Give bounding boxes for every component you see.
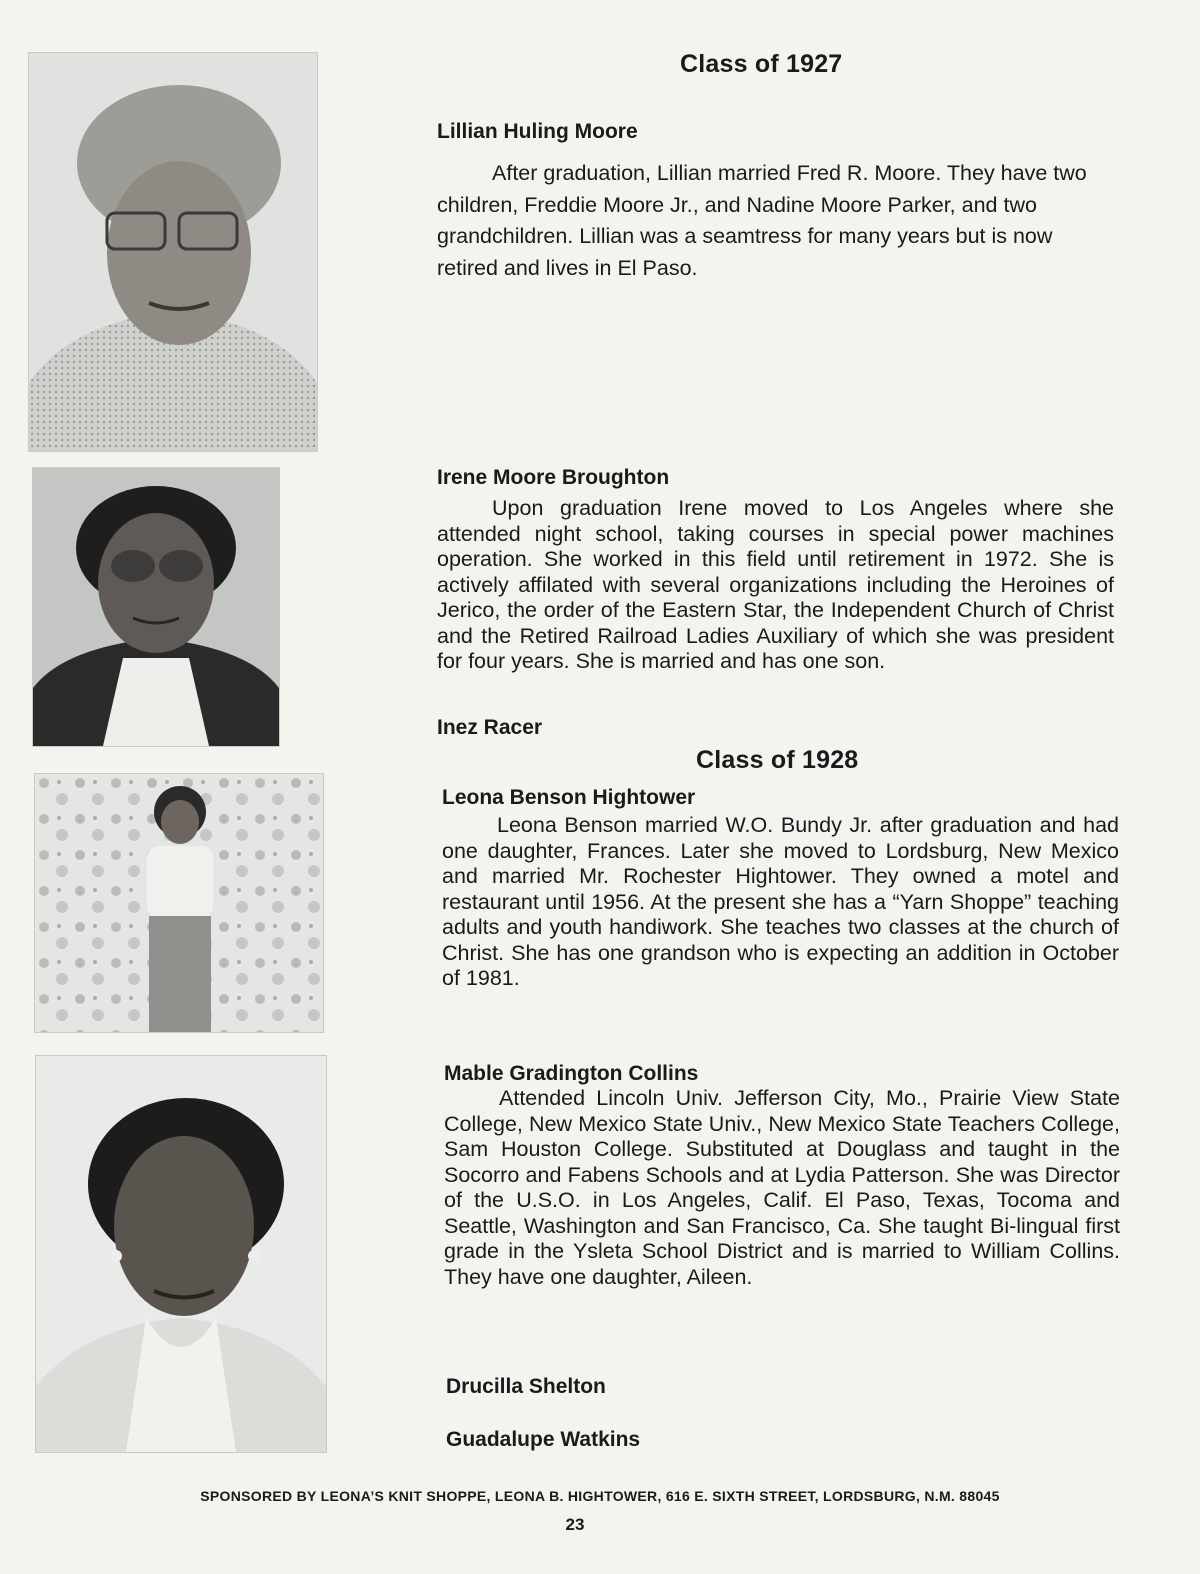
entry-name-inez-racer: Inez Racer <box>437 716 543 739</box>
entry-bio-mable-collins: Attended Lincoln Univ. Jefferson City, Mo., Prairie View State College, New Mexico State Univ., New Mexico State Teachers College, Sam Houston College. Substituted at Douglass and taught in the Socorro and Fabens Schools and at Lydia Patterson. She was Director of the U.S.O. in Los Angeles, Calif. El Paso, Texas, Tocoma and Seattle, Washington and San Francisco, Ca. She taught Bi-lingual first grade in the Ysleta School District and is married to William Collins. They have one daughter, Aileen. <box>444 1086 1120 1289</box>
entry-name-leona-hightower: Leona Benson Hightower <box>442 786 696 809</box>
portrait-photo-leona-hightower <box>34 773 324 1033</box>
entry-name-irene-broughton: Irene Moore Broughton <box>437 466 670 489</box>
entry-name-drucilla-shelton: Drucilla Shelton <box>446 1375 606 1398</box>
entry-name-guadalupe-watkins: Guadalupe Watkins <box>446 1428 641 1451</box>
portrait-photo-mable-collins <box>35 1055 327 1453</box>
sponsor-footer: SPONSORED BY LEONA’S KNIT SHOPPE, LEONA B. HIGHTOWER, 616 E. SIXTH STREET, LORDSBURG, N.M. 88045 <box>200 1488 1000 1504</box>
entry-bio-lillian-moore: After graduation, Lillian married Fred R. Moore. They have two children, Freddie Moore Jr., and Nadine Moore Parker, and two grandchildren. Lillian was a seamtress for many years but is now retired and lives in El Paso. <box>437 161 1087 280</box>
entry-bio-irene-broughton: Upon graduation Irene moved to Los Angeles where she attended night school, taking courses in special power machines operation. She worked in this field until retirement in 1972. She is actively affilated with several organizations including the Heroines of Jerico, the order of the Eastern Star, the Independent Church of Christ and the Retired Railroad Ladies Auxiliary of which she was president for four years. She is married and has one son. <box>437 496 1114 673</box>
portrait-photo-lillian-moore <box>28 52 318 452</box>
portrait-photo-irene-broughton <box>32 467 280 747</box>
entry-bio-leona-hightower: Leona Benson married W.O. Bundy Jr. after graduation and had one daughter, Frances. Later she moved to Lordsburg, New Mexico and married Mr. Rochester Hightower. They owned a motel and restaurant until 1956. At the present she has a “Yarn Shoppe” teaching adults and youth handiwork. She teaches two classes at the church of Christ. She has one grandson who is expecting an addition in October of 1981. <box>442 813 1119 990</box>
entry-name-mable-collins: Mable Gradington Collins <box>444 1062 699 1085</box>
page-number: 23 <box>565 1515 585 1534</box>
class-heading-1927: Class of 1927 <box>680 50 843 78</box>
class-heading-1928: Class of 1928 <box>696 746 859 774</box>
entry-name-lillian-moore: Lillian Huling Moore <box>437 120 638 143</box>
